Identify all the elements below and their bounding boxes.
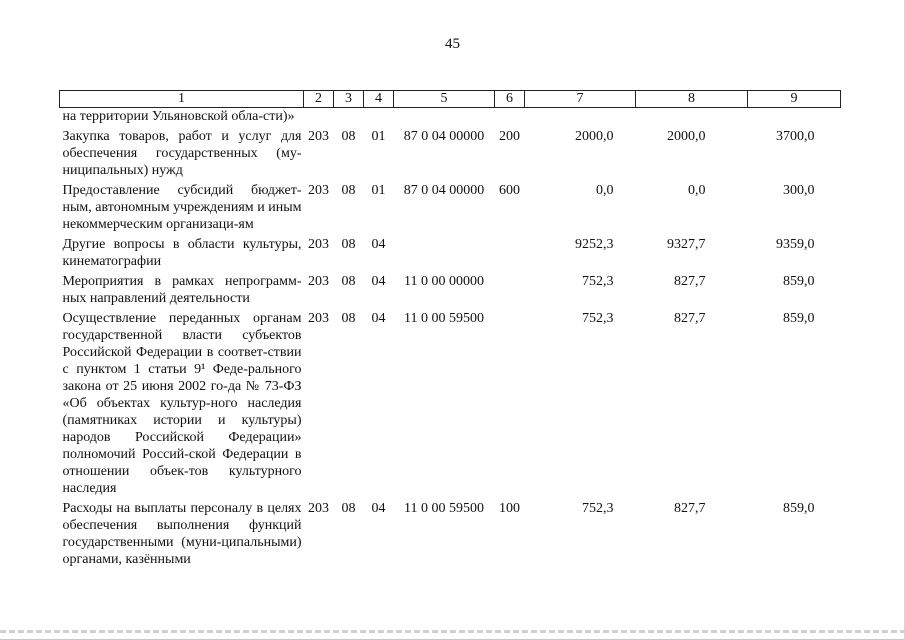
cell-amount-col9: 859,0	[783, 311, 815, 326]
cell-amount-col7: 752,3	[582, 311, 614, 326]
cell-expense-type: 200	[499, 129, 520, 144]
cell-target-article: 11 0 00 59500	[404, 501, 484, 516]
header-col-3: 3	[334, 91, 364, 108]
table-row	[60, 128, 841, 182]
header-col-5: 5	[394, 91, 495, 108]
header-col-1: 1	[60, 91, 304, 108]
cell-amount-col8: 9327,7	[667, 237, 706, 252]
cell-subsection: 04	[371, 311, 386, 326]
cell-amount-col8: 0,0	[688, 183, 706, 198]
cell-amount-col9: 300,0	[783, 183, 815, 198]
cell-chapter: 203	[308, 311, 329, 326]
cell-section: 08	[341, 183, 356, 198]
cell-name: Расходы на выплаты персоналу в целях обеспечения выполнения функций государственными (муни-ципальными) органами, казёнными	[62, 501, 302, 567]
page-number: 45	[445, 36, 460, 52]
cell-name: Осуществление переданных органам государственной власти субъектов Российской Федерации в соответ-ствии с пунктом 1 статьи 9¹ Феде-рального закона от 25 июня 2002 го-да № 73-ФЗ «Об объектах культур-ного наследия (памятниках истории и культуры) народов Российской Федерации» полномочий Россий-ской Федерации в отношении объек-тов культурного наследия	[62, 311, 302, 496]
table-row	[60, 310, 841, 500]
cell-target-article: 11 0 00 00000	[404, 274, 484, 289]
cell-target-article	[394, 108, 495, 129]
cell-section: 08	[341, 274, 356, 289]
cell-amount-col8: 2000,0	[667, 129, 706, 144]
cell-subsection: 04	[371, 501, 386, 516]
table-row	[60, 236, 841, 273]
cell-section: 08	[341, 129, 356, 144]
cell-amount-col9: 859,0	[783, 274, 815, 289]
table-row	[60, 182, 841, 236]
cell-expense-type: 100	[499, 501, 520, 516]
cell-amount-col7: 0,0	[596, 183, 614, 198]
cell-chapter: 203	[308, 129, 329, 144]
cell-chapter: 203	[308, 183, 329, 198]
cell-target-article: 11 0 00 59500	[404, 311, 484, 326]
cell-amount-col7: 2000,0	[575, 129, 614, 144]
table-row	[60, 500, 841, 571]
cell-chapter: 203	[308, 237, 329, 252]
cell-target-article: 87 0 04 00000	[403, 129, 485, 144]
cell-chapter: 203	[308, 274, 329, 289]
cell-section: 08	[341, 501, 356, 516]
cell-subsection: 04	[371, 237, 386, 252]
cell-section	[334, 108, 364, 129]
cell-amount-col8: 827,7	[674, 311, 706, 326]
header-row	[60, 91, 841, 108]
cell-expense-type	[495, 273, 525, 310]
cell-expense-type	[495, 108, 525, 129]
header-col-2: 2	[304, 91, 334, 108]
cell-amount-col8: 827,7	[674, 274, 706, 289]
cell-name: Предоставление субсидий бюджет-ным, автономным учреждениям и иным некоммерческим организаци-ям	[62, 183, 302, 232]
cell-amount-col8	[636, 108, 748, 129]
cell-target-article: 87 0 04 00000	[403, 183, 485, 198]
cell-section: 08	[341, 311, 356, 326]
cell-expense-type	[495, 310, 525, 500]
cell-amount-col9: 3700,0	[776, 129, 815, 144]
table-row	[60, 108, 841, 129]
cell-name: Мероприятия в рамках непрограмм-ных направлений деятельности	[62, 274, 302, 306]
cell-amount-col9: 859,0	[783, 501, 815, 516]
cell-subsection: 04	[371, 274, 386, 289]
cell-amount-col7: 752,3	[582, 501, 614, 516]
cell-subsection	[364, 108, 394, 129]
header-col-8: 8	[636, 91, 748, 108]
cell-amount-col9: 9359,0	[776, 237, 815, 252]
cell-expense-type: 600	[499, 183, 520, 198]
header-col-7: 7	[525, 91, 636, 108]
table-body	[60, 108, 841, 572]
header-col-9: 9	[748, 91, 841, 108]
cell-name: Закупка товаров, работ и услуг для обеспечения государственных (му-ниципальных) нужд	[62, 129, 302, 178]
table-header	[60, 91, 841, 108]
cell-amount-col9	[748, 108, 841, 129]
cell-name: на территории Ульяновской обла-сти)»	[62, 109, 295, 124]
cell-name: Другие вопросы в области культуры, кинематографии	[62, 237, 302, 269]
cell-expense-type	[495, 236, 525, 273]
cell-section: 08	[341, 237, 356, 252]
cell-chapter: 203	[308, 501, 329, 516]
cell-chapter	[304, 108, 334, 129]
table-row	[60, 273, 841, 310]
cell-subsection: 01	[371, 129, 386, 144]
page-bottom-edge	[0, 630, 905, 633]
header-col-6: 6	[495, 91, 525, 108]
budget-table	[59, 90, 841, 571]
cell-amount-col7: 9252,3	[575, 237, 614, 252]
cell-target-article	[394, 236, 495, 273]
header-col-4: 4	[364, 91, 394, 108]
cell-amount-col7	[525, 108, 636, 129]
cell-amount-col8: 827,7	[674, 501, 706, 516]
cell-amount-col7: 752,3	[582, 274, 614, 289]
cell-subsection: 01	[371, 183, 386, 198]
